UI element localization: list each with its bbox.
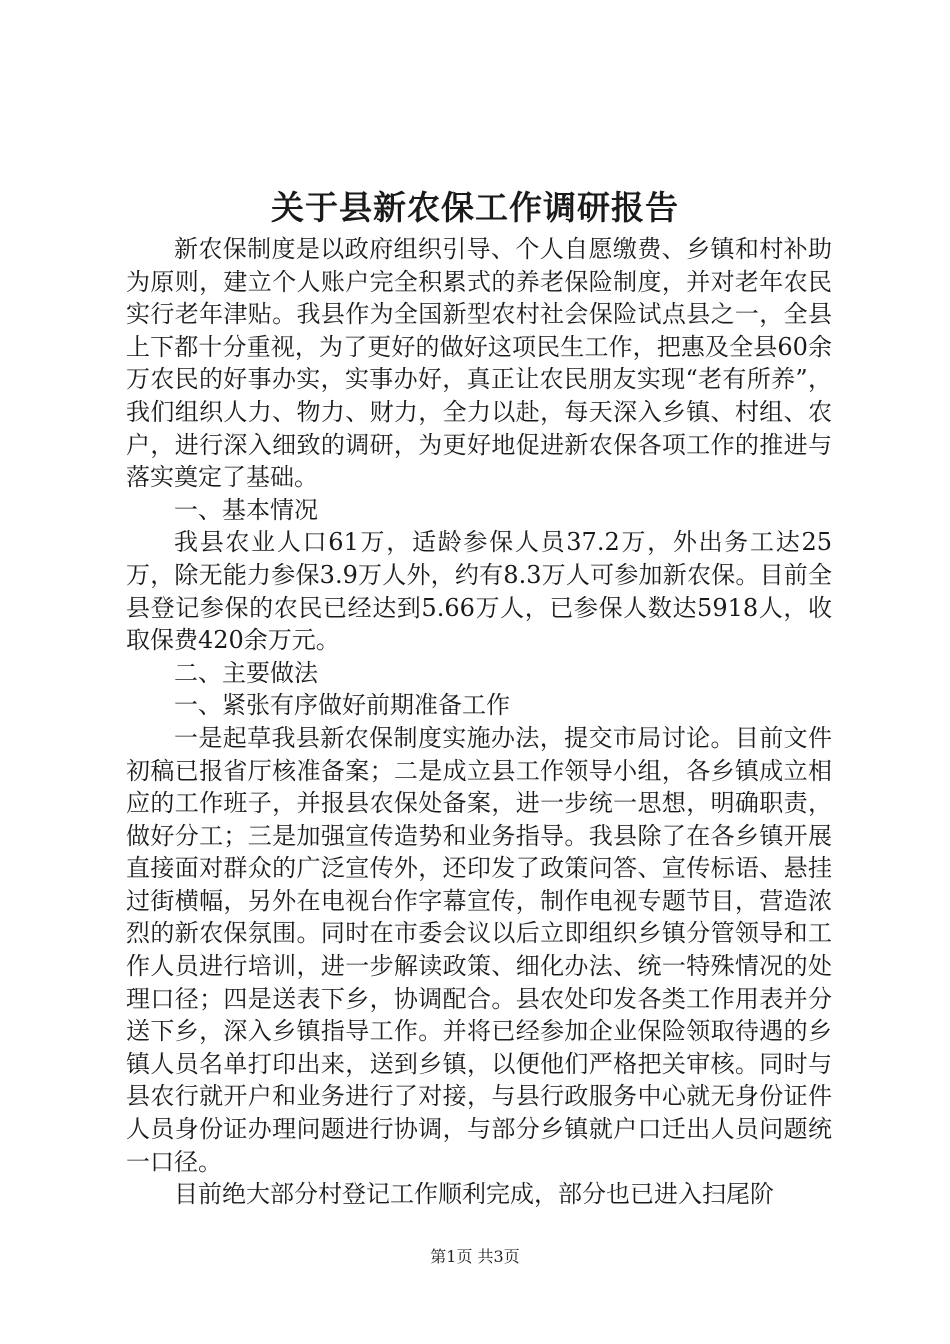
subsection-heading-preparation: 一、紧张有序做好前期准备工作 — [174, 691, 510, 720]
document-title: 关于县新农保工作调研报告 — [271, 188, 679, 227]
document-body — [126, 233, 832, 1211]
paragraph-progress: 目前绝大部分村登记工作顺利完成，部分也已进入扫尾阶 — [174, 1180, 774, 1209]
section-heading-basic-situation: 一、基本情况 — [174, 495, 318, 524]
paragraph-intro: 新农保制度是以政府组织引导、个人自愿缴费、乡镇和村补助为原则，建立个人账户完全积累式的养老保险制度，并对老年农民实行老年津贴。我县作为全国新型农村社会保险试点县之一，全县上下都十分重视，为了更好的做好这项民生工作，把惠及全县60余万农民的好事办实，实事办好，真正让农民朋友实现“老有所养”，我们组织人力、物力、财力，全力以赴，每天深入乡镇、村组、农户，进行深入细致的调研，为更好地促进新农保各项工作的推进与落实奠定了基础。 — [126, 235, 832, 492]
paragraph-preparation: 一是起草我县新农保制度实施办法，提交市局讨论。目前文件初稿已报省厅核准备案；二是成立县工作领导小组，各乡镇成立相应的工作班子，并报县农保处备案，进一步统一思想，明确职责，做好分工；三是加强宣传造势和业务指导。我县除了在各乡镇开展直接面对群众的广泛宣传外，还印发了政策问答、宣传标语、悬挂过街横幅，另外在电视台作字幕宣传，制作电视专题节目，营造浓烈的新农保氛围。同时在市委会议以后立即组织乡镇分管领导和工作人员进行培训，进一步解读政策、细化办法、统一特殊情况的处理口径；四是送表下乡，协调配合。县农处印发各类工作用表并分送下乡，深入乡镇指导工作。并将已经参加企业保险领取待遇的乡镇人员名单打印出来，送到乡镇，以便他们严格把关审核。同时与县农行就开户和业务进行了对接，与县行政服务中心就无身份证件人员身份证办理问题进行协调，与部分乡镇就户口迁出人员问题统一口径。 — [126, 723, 832, 1176]
section-heading-main-practices: 二、主要做法 — [174, 658, 318, 687]
page-footer: 第1页 共3页 — [430, 1247, 520, 1266]
paragraph-basic-situation: 我县农业人口61万，适龄参保人员37.2万，外出务工达25万，除无能力参保3.9万人外，约有8.3万人可参加新农保。目前全县登记参保的农民已经达到5.66万人，已参保人数达5918人，收取保费420余万元。 — [126, 528, 832, 655]
